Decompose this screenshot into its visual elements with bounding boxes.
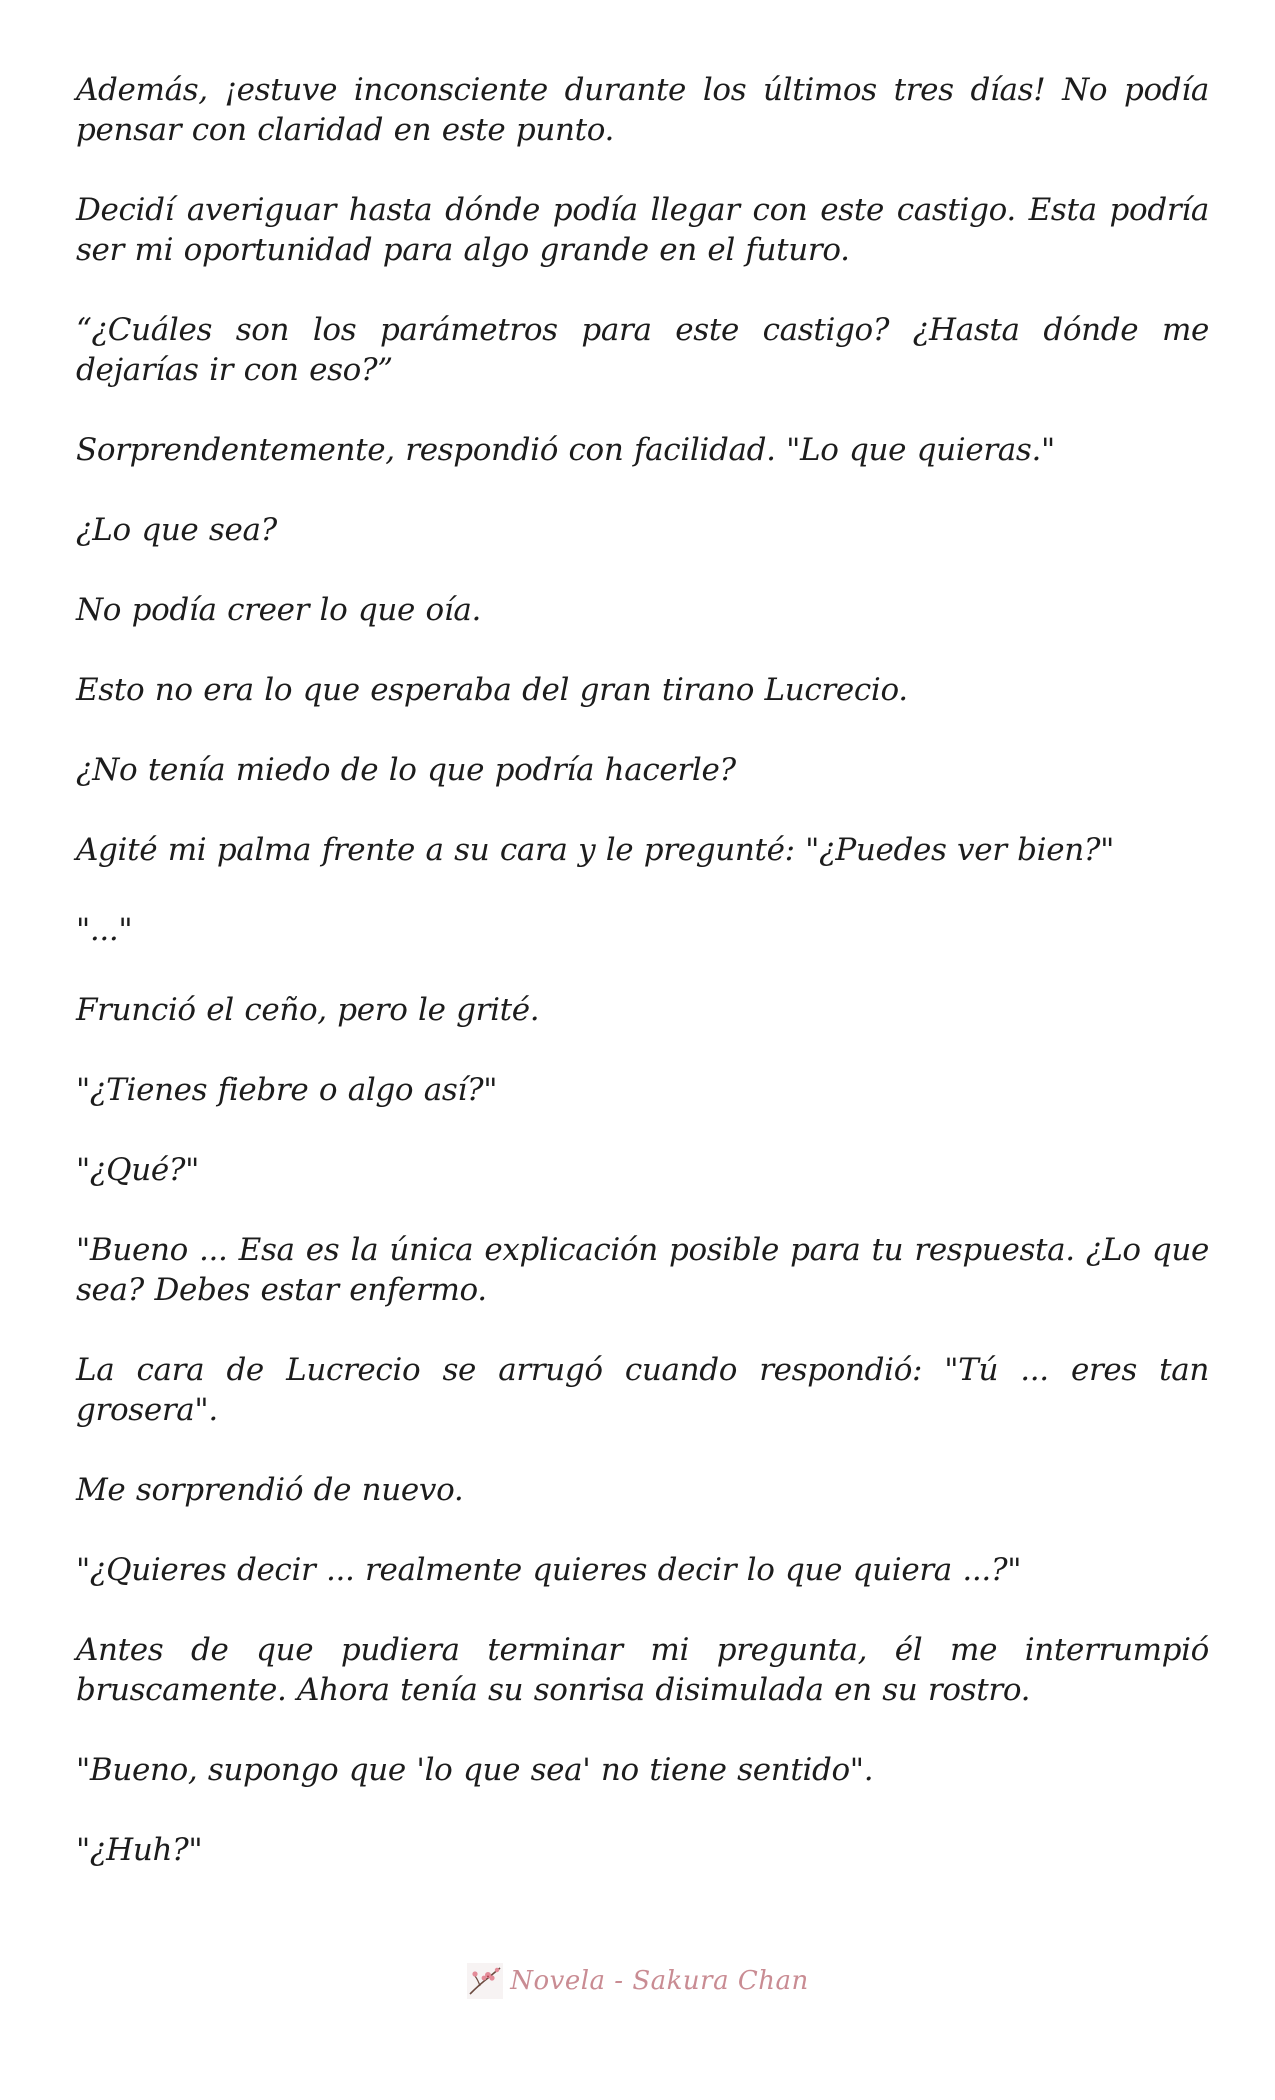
- paragraph: Antes de que pudiera terminar mi pregunta, él me interrumpió bruscamente. Ahora tenía su sonrisa disimulada en su rostro.: [76, 1632, 1209, 1708]
- paragraph: Agité mi palma frente a su cara y le pregunté: "¿Puedes ver bien?": [76, 832, 1115, 868]
- sakura-flower-icon: [466, 1962, 504, 2000]
- watermark: [0, 1962, 1275, 2000]
- paragraph: ¿No tenía miedo de lo que podría hacerle?: [76, 752, 736, 788]
- paragraph: "¿Qué?": [76, 1152, 200, 1188]
- document-body: [76, 70, 1209, 1910]
- paragraph: Sorprendentemente, respondió con facilidad. "Lo que quieras.": [76, 432, 1055, 468]
- paragraph: "...": [76, 912, 133, 948]
- paragraph: "¿Huh?": [76, 1832, 203, 1868]
- paragraph: "¿Quieres decir ... realmente quieres decir lo que quiera ...?": [76, 1552, 1022, 1588]
- paragraph: Esto no era lo que esperaba del gran tirano Lucrecio.: [76, 672, 908, 708]
- paragraph: Me sorprendió de nuevo.: [76, 1472, 464, 1508]
- paragraph: ¿Lo que sea?: [76, 512, 277, 548]
- paragraph: No podía creer lo que oía.: [76, 592, 482, 628]
- paragraph: "Bueno, supongo que 'lo que sea' no tiene sentido".: [76, 1752, 874, 1788]
- watermark-text: Novela - Sakura Chan: [510, 1966, 809, 1996]
- paragraph: La cara de Lucrecio se arrugó cuando respondió: "Tú ... eres tan grosera".: [76, 1352, 1209, 1428]
- paragraph: Además, ¡estuve inconsciente durante los últimos tres días! No podía pensar con claridad en este punto.: [76, 72, 1209, 148]
- paragraph: "¿Tienes fiebre o algo así?": [76, 1072, 498, 1108]
- paragraph: “¿Cuáles son los parámetros para este castigo? ¿Hasta dónde me dejarías ir con eso?”: [76, 312, 1209, 388]
- paragraph: Decidí averiguar hasta dónde podía llegar con este castigo. Esta podría ser mi oportunidad para algo grande en el futuro.: [76, 192, 1209, 268]
- paragraph: Frunció el ceño, pero le grité.: [76, 992, 540, 1028]
- paragraph: "Bueno ... Esa es la única explicación posible para tu respuesta. ¿Lo que sea? Debes estar enfermo.: [76, 1232, 1209, 1308]
